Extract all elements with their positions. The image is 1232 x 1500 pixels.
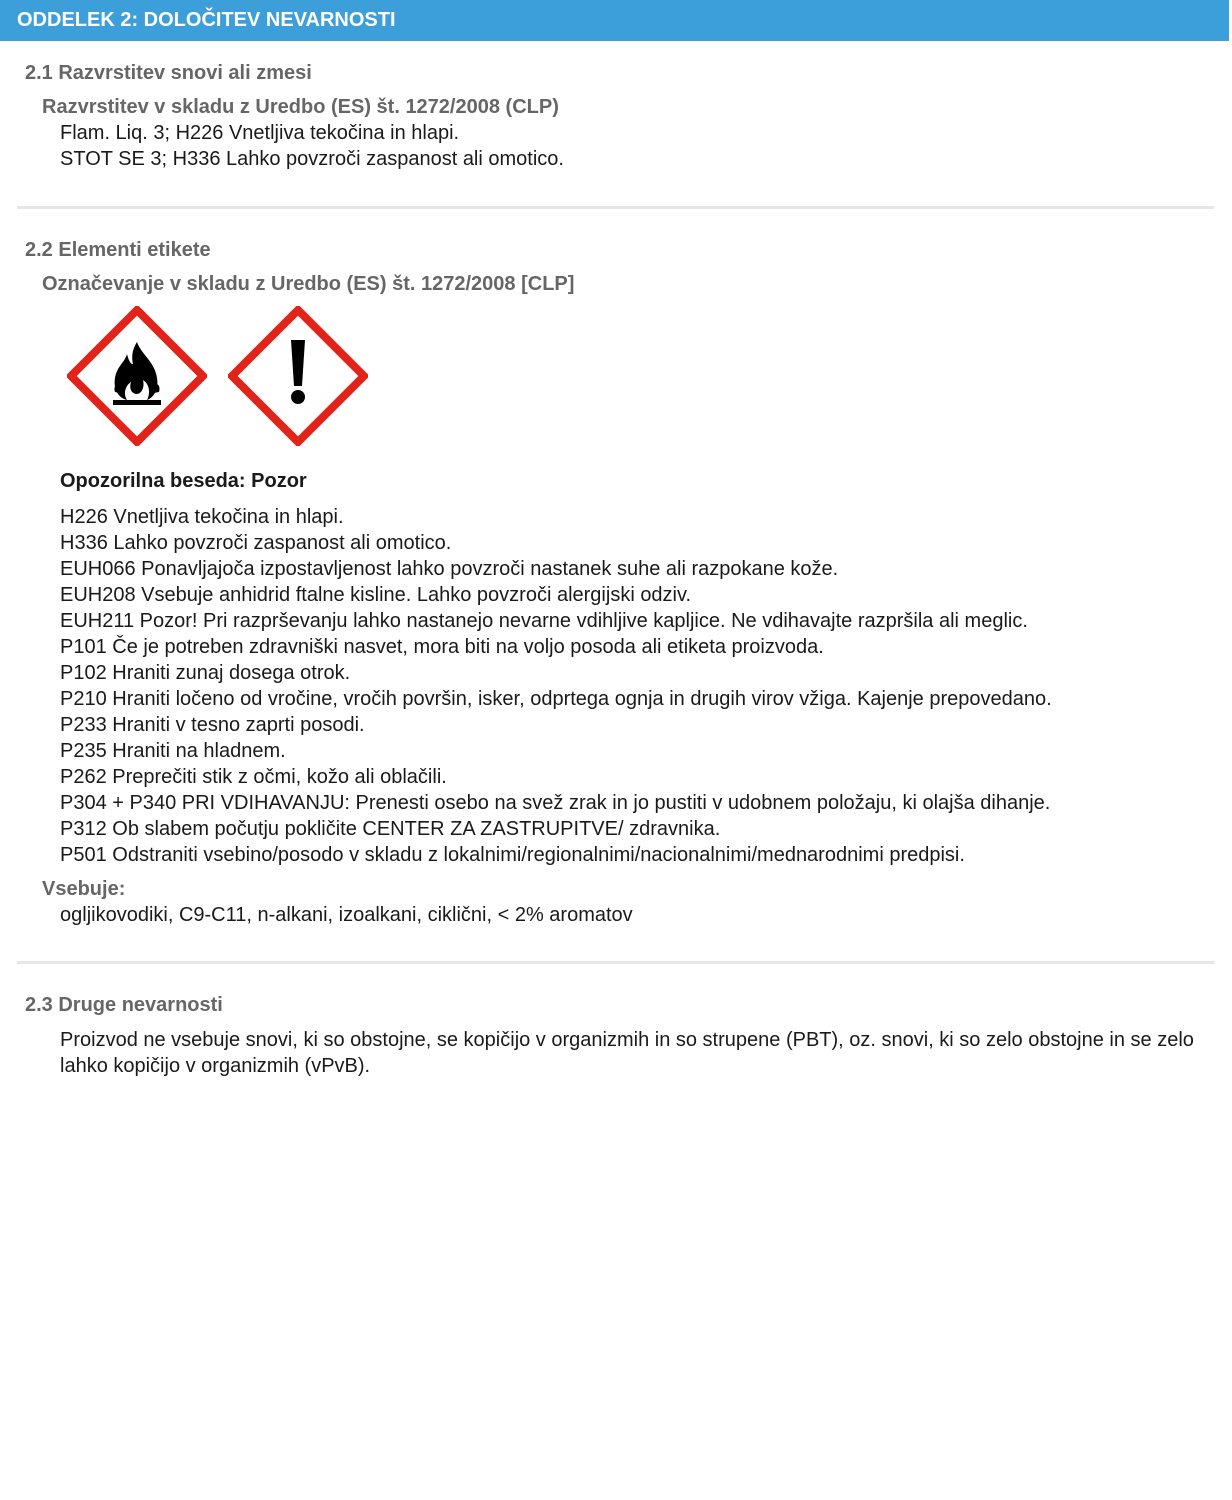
precautionary-statement: P233 Hraniti v tesno zaprti posodi. <box>60 714 365 736</box>
precautionary-statement: P235 Hraniti na hladnem. <box>60 740 286 762</box>
contains-label: Vsebuje: <box>42 878 126 900</box>
precautionary-statement: P210 Hraniti ločeno od vročine, vročih površin, isker, odprtega ognja in drugih virov vžiga. Kajenje prepovedano. <box>60 688 1052 710</box>
section-header: ODDELEK 2: DOLOČITEV NEVARNOSTI <box>0 0 1229 41</box>
precautionary-statement: P101 Če je potreben zdravniški nasvet, mora biti na voljo posoda ali etiketa proizvoda. <box>60 636 824 658</box>
section-divider <box>17 206 1214 209</box>
contains-value: ogljikovodiki, C9-C11, n-alkani, izoalkani, ciklični, < 2% aromatov <box>60 904 633 926</box>
section-2-2-subheading: Označevanje v skladu z Uredbo (ES) št. 1272/2008 [CLP] <box>42 273 575 295</box>
section-2-1-heading: 2.1 Razvrstitev snovi ali zmesi <box>25 62 312 84</box>
classification-line: STOT SE 3; H336 Lahko povzroči zaspanost ali omotico. <box>60 148 564 170</box>
flame-pictogram-icon <box>67 306 207 446</box>
exclamation-pictogram-icon <box>228 306 368 446</box>
precautionary-statement: P262 Preprečiti stik z očmi, kožo ali oblačili. <box>60 766 447 788</box>
hazard-statement: EUH211 Pozor! Pri razprševanju lahko nastanejo nevarne vdihljive kapljice. Ne vdihavajte razpršila ali meglic. <box>60 610 1028 632</box>
section-2-3-heading: 2.3 Druge nevarnosti <box>25 994 223 1016</box>
hazard-statement: H336 Lahko povzroči zaspanost ali omotico. <box>60 532 452 554</box>
classification-line: Flam. Liq. 3; H226 Vnetljiva tekočina in hlapi. <box>60 122 460 144</box>
precautionary-statement: P304 + P340 PRI VDIHAVANJU: Prenesti osebo na svež zrak in jo pustiti v udobnem položaju, ki olajša dihanje. <box>60 792 1051 814</box>
hazard-statement: H226 Vnetljiva tekočina in hlapi. <box>60 506 344 528</box>
precautionary-statement: P312 Ob slabem počutju pokličite CENTER ZA ZASTRUPITVE/ zdravnika. <box>60 818 721 840</box>
hazard-statement: EUH208 Vsebuje anhidrid ftalne kisline. Lahko povzroči alergijski odziv. <box>60 584 692 606</box>
section-2-1-subheading: Razvrstitev v skladu z Uredbo (ES) št. 1272/2008 (CLP) <box>42 96 559 118</box>
precautionary-statement: P102 Hraniti zunaj dosega otrok. <box>60 662 351 684</box>
other-hazards-text: Proizvod ne vsebuje snovi, ki so obstojne, se kopičijo v organizmih in so strupene (PBT), oz. snovi, ki so zelo obstojne in se zelo lahko kopičijo v organizmih (vPvB). <box>60 1029 1194 1077</box>
section-divider <box>17 961 1214 964</box>
signal-word: Opozorilna beseda: Pozor <box>60 470 307 492</box>
hazard-statement: EUH066 Ponavljajoča izpostavljenost lahko povzroči nastanek suhe ali razpokane kože. <box>60 558 839 580</box>
section-2-2-heading: 2.2 Elementi etikete <box>25 239 211 261</box>
precautionary-statement: P501 Odstraniti vsebino/posodo v skladu z lokalnimi/regionalnimi/nacionalnimi/mednarodnimi predpisi. <box>60 844 965 866</box>
